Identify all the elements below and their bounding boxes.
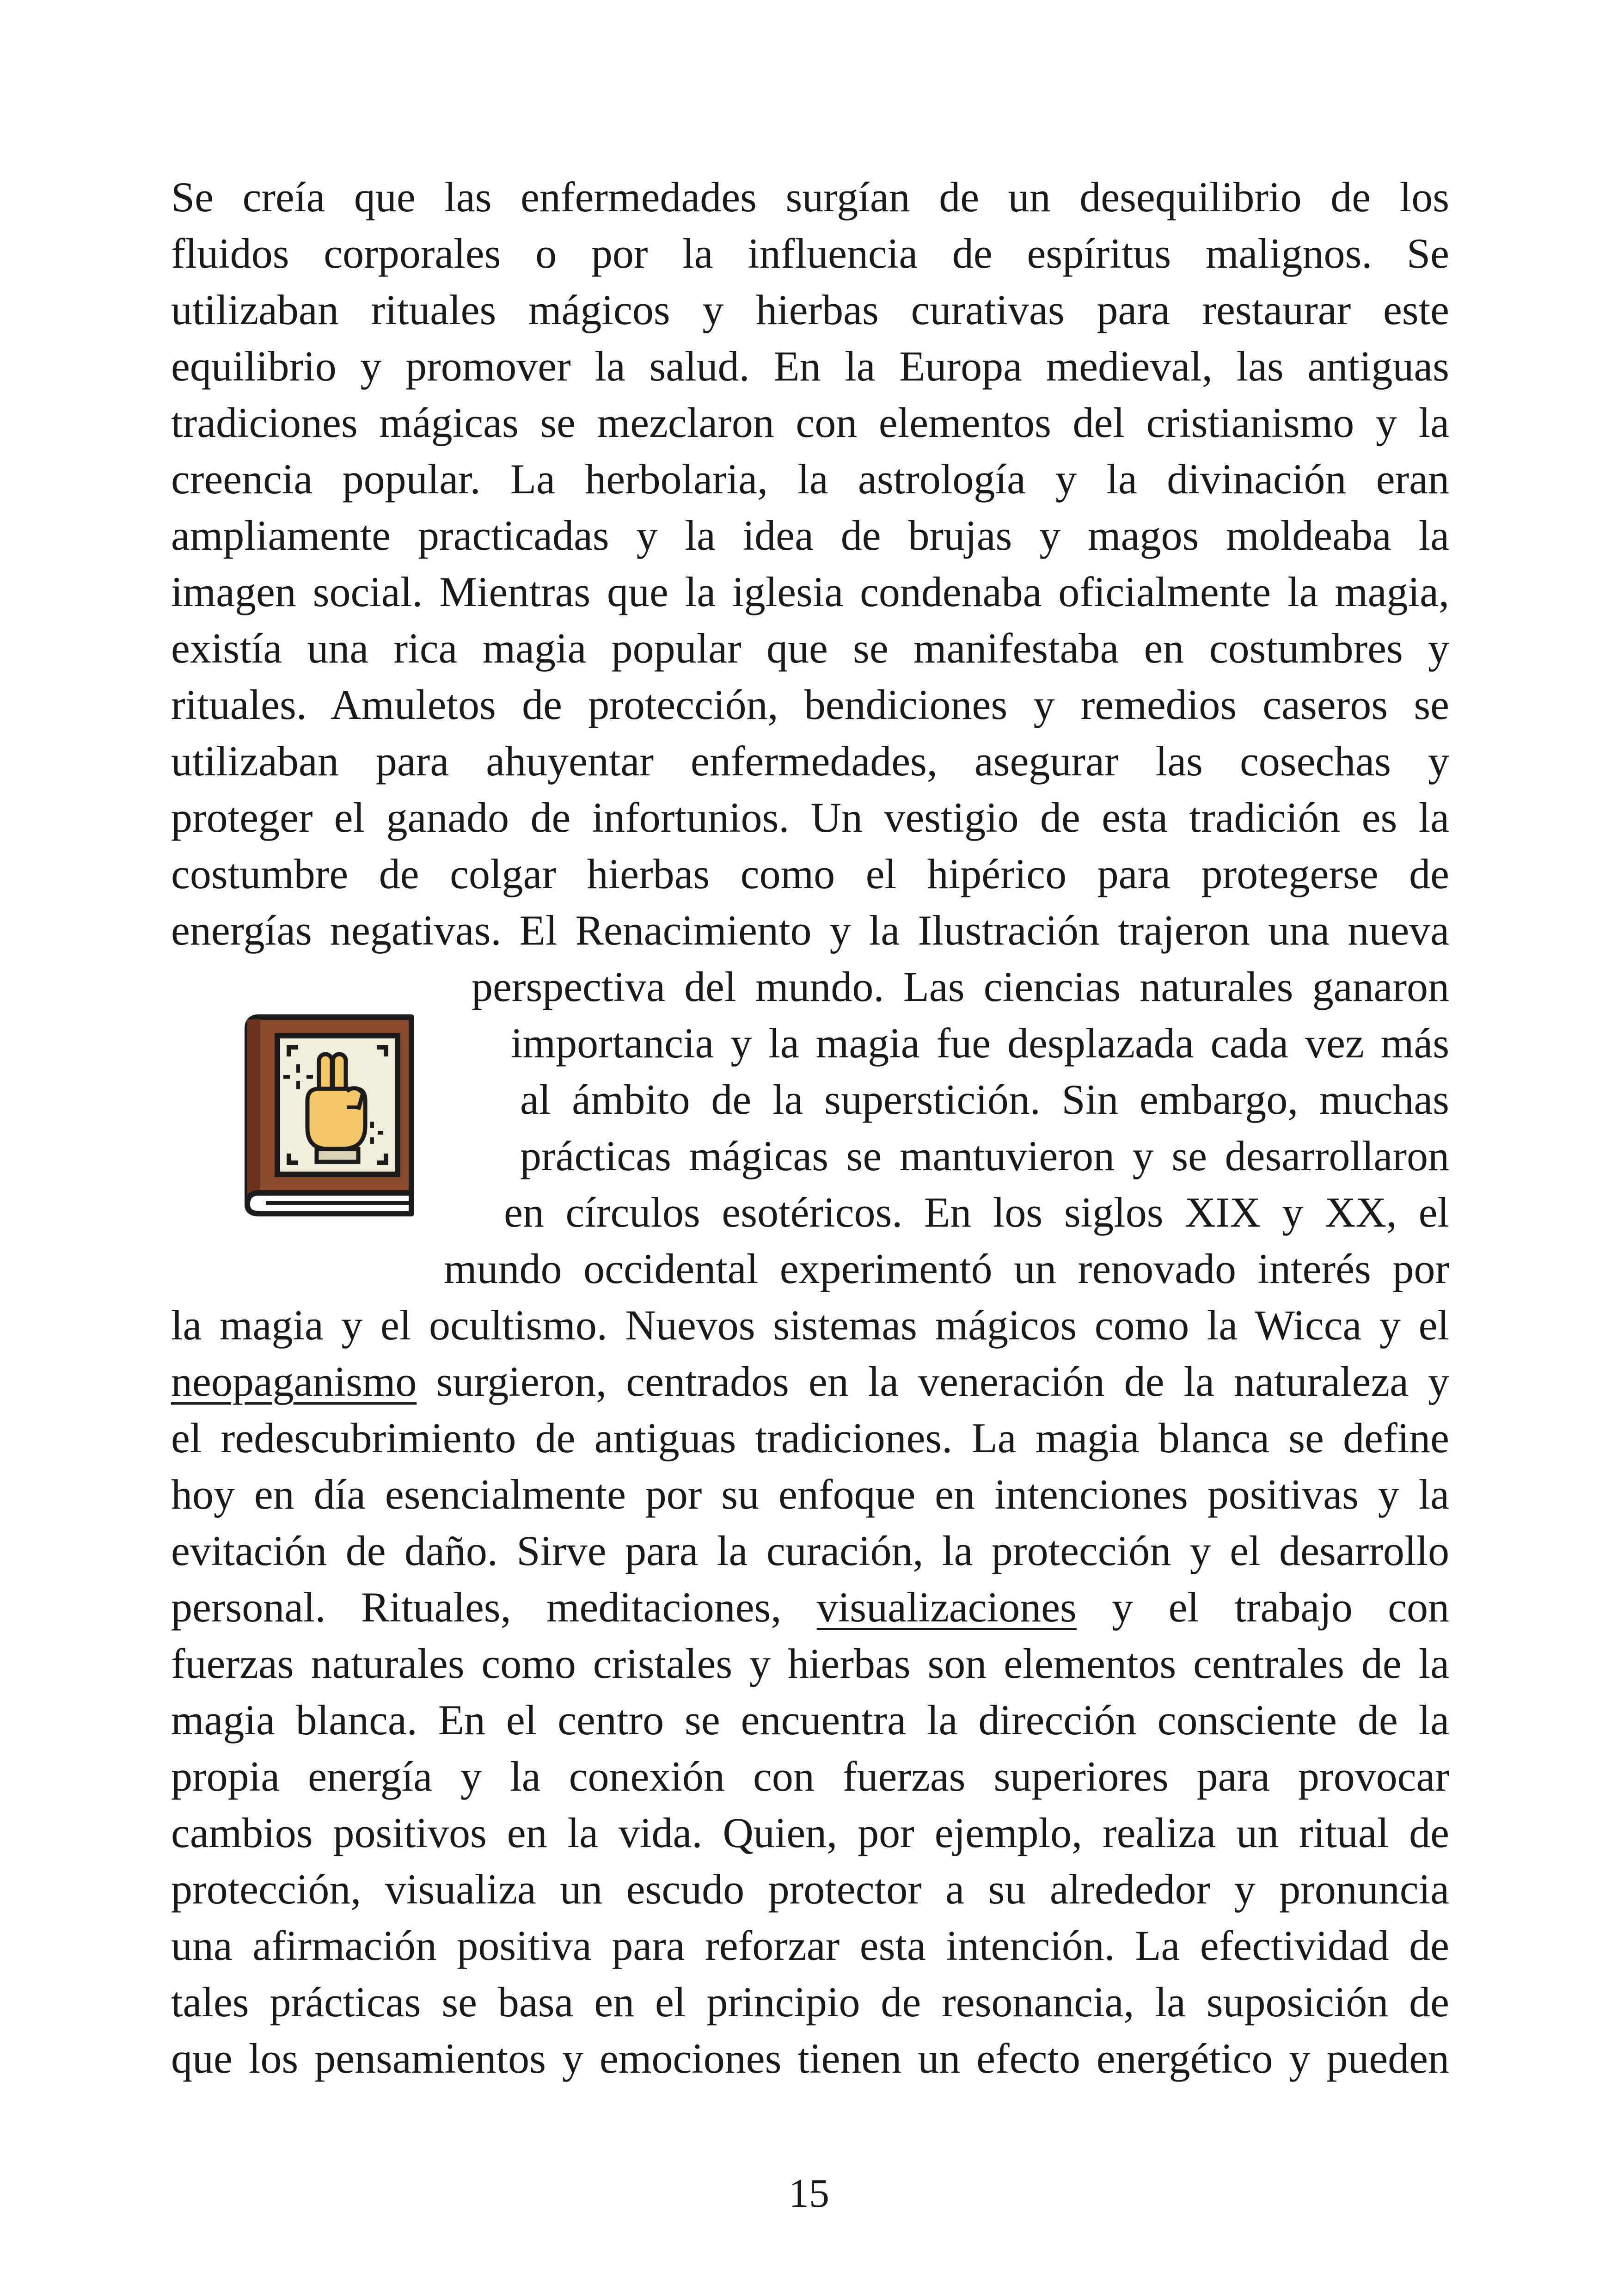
text-line: hoy en día esencialmente por su enfoque en intenciones positivas y la: [171, 1471, 1449, 1518]
text-line: evitación de daño. Sirve para la curación, la protección y el desarrollo: [171, 1527, 1449, 1574]
text-line: la magia y el ocultismo. Nuevos sistemas mágicos como la Wicca y el: [171, 1301, 1449, 1349]
text-line: el redescubrimiento de antiguas tradiciones. La magia blanca se define: [171, 1414, 1449, 1461]
text-line: protección, visualiza un escudo protector a su alrededor y pronuncia: [171, 1866, 1449, 1913]
text-line-rest: y el trabajo con: [1112, 1584, 1449, 1631]
text-line: imagen social. Mientras que la iglesia condenaba oficialmente la magia,: [171, 568, 1449, 615]
text-line: [171, 1353, 1449, 1410]
text-line: fluidos corporales o por la influencia de espíritus malignos. Se: [171, 230, 1449, 277]
text-line: tradiciones mágicas se mezclaron con elementos del cristianismo y la: [171, 399, 1449, 446]
text-line: cambios positivos en la vida. Quien, por ejemplo, realiza un ritual de: [171, 1809, 1449, 1856]
text-line: prácticas mágicas se mantuvieron y se desarrollaron: [520, 1132, 1449, 1179]
text-line: magia blanca. En el centro se encuentra la dirección consciente de la: [171, 1696, 1449, 1743]
text-line: al ámbito de la superstición. Sin embargo, muchas: [520, 1076, 1449, 1123]
magic-book-icon: [233, 1010, 418, 1218]
text-line: una afirmación positiva para reforzar esta intención. La efectividad de: [171, 1922, 1449, 1969]
text-line: importancia y la magia fue desplazada cada vez más: [511, 1019, 1449, 1067]
text-line: Se creía que las enfermedades surgían de un desequilibrio de los: [171, 173, 1449, 221]
text-line: perspectiva del mundo. Las ciencias naturales ganaron: [472, 963, 1449, 1010]
text-line: utilizaban rituales mágicos y hierbas curativas para restaurar este: [171, 286, 1449, 333]
text-line: costumbre de colgar hierbas como el hipérico para protegerse de: [171, 850, 1449, 897]
text-line: proteger el ganado de infortunios. Un vestigio de esta tradición es la: [171, 794, 1449, 841]
text-line: en círculos esotéricos. En los siglos XIX y XX, el: [504, 1189, 1449, 1236]
link-neopaganismo[interactable]: neopaganismo: [171, 1358, 417, 1405]
text-line: energías negativas. El Renacimiento y la Ilustración trajeron una nueva: [171, 907, 1449, 954]
text-line: mundo occidental experimentó un renovado interés por: [444, 1245, 1449, 1292]
text-line: existía una rica magia popular que se manifestaba en costumbres y: [171, 625, 1449, 672]
text-line: propia energía y la conexión con fuerzas superiores para provocar: [171, 1753, 1449, 1800]
text-line: que los pensamientos y emociones tienen un efecto energético y pueden: [171, 2035, 1449, 2082]
text-line: utilizaban para ahuyentar enfermedades, asegurar las cosechas y: [171, 737, 1449, 785]
text-line: ampliamente practicadas y la idea de brujas y magos moldeaba la: [171, 512, 1449, 559]
text-line: tales prácticas se basa en el principio de resonancia, la suposición de: [171, 1978, 1449, 2026]
text-line-start: personal. Rituales, meditaciones,: [171, 1584, 782, 1631]
text-line: equilibrio y promover la salud. En la Europa medieval, las antiguas: [171, 343, 1449, 390]
text-line: [171, 1579, 1449, 1635]
page-number: 15: [789, 2171, 829, 2216]
link-visualizaciones[interactable]: visualizaciones: [816, 1584, 1077, 1631]
text-line: rituales. Amuletos de protección, bendiciones y remedios caseros se: [171, 681, 1449, 728]
text-line: creencia popular. La herbolaria, la astrología y la divinación eran: [171, 455, 1449, 503]
text-line-rest: surgieron, centrados en la veneración de la naturaleza y: [436, 1358, 1450, 1405]
text-line: fuerzas naturales como cristales y hierbas son elementos centrales de la: [171, 1640, 1449, 1687]
